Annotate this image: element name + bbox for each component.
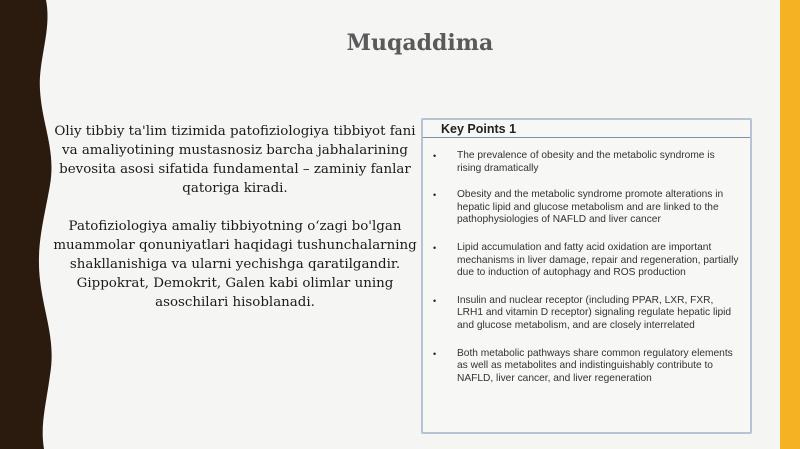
key-point-text: Both metabolic pathways share common regulatory elements as well as metabolites and indistinguishably contribute to NAFLD, liver cancer, and liver regeneration bbox=[457, 347, 733, 384]
body-paragraph-1: Oliy tibbiy ta'lim tizimida patofiziologiya tibbiyot fani va amaliyotining mustasnosiz barcha jabhalarining bevosita asosi sifatida fundamental – zaminiy fanlar qatoriga kiradi. bbox=[54, 124, 416, 196]
left-wavy-band bbox=[0, 0, 60, 449]
key-point-item bbox=[433, 189, 740, 227]
key-points-figure bbox=[421, 118, 752, 434]
key-point-item bbox=[433, 150, 740, 175]
key-points-list bbox=[423, 138, 750, 385]
bullet-icon: • bbox=[433, 295, 437, 306]
bullet-icon: • bbox=[433, 151, 437, 161]
key-point-text: Lipid accumulation and fatty acid oxidation are important mechanisms in liver damage, repair and regeneration, partially due to induction of autophagy and ROS production bbox=[457, 241, 739, 279]
key-point-item bbox=[433, 295, 740, 333]
key-point-text: Insulin and nuclear receptor (including PPAR, LXR, FXR, LRH1 and vitamin D receptor) signaling regulate hepatic lipid and glucose metabolism, and are closely interrelated bbox=[457, 294, 732, 331]
slide-title: Muqaddima bbox=[346, 30, 494, 56]
key-point-item bbox=[433, 348, 740, 386]
bullet-icon: • bbox=[433, 190, 437, 201]
key-point-item bbox=[433, 242, 740, 280]
key-points-heading: Key Points 1 bbox=[423, 120, 750, 138]
key-point-text: Obesity and the metabolic syndrome promote alterations in hepatic lipid and glucose metabolism and are linked to the pathophysiologies of NAFLD and liver cancer bbox=[457, 189, 724, 226]
bullet-icon: • bbox=[433, 348, 437, 359]
body-paragraph-2: Patofiziologiya amaliy tibbiyotning o‘zagi bo'lgan muammolar qonuniyatlari haqidagi tushunchalarning shakllanishiga va ularni yechishga qaratilgandir. Gippokrat, Demokrit, Galen kabi olimlar uning asoschilari hisoblanadi. bbox=[53, 219, 417, 310]
bullet-icon: • bbox=[433, 242, 437, 253]
accent-bar bbox=[780, 0, 800, 449]
key-point-text: The prevalence of obesity and the metabolic syndrome is rising dramatically bbox=[457, 150, 715, 174]
body-text bbox=[52, 122, 418, 331]
